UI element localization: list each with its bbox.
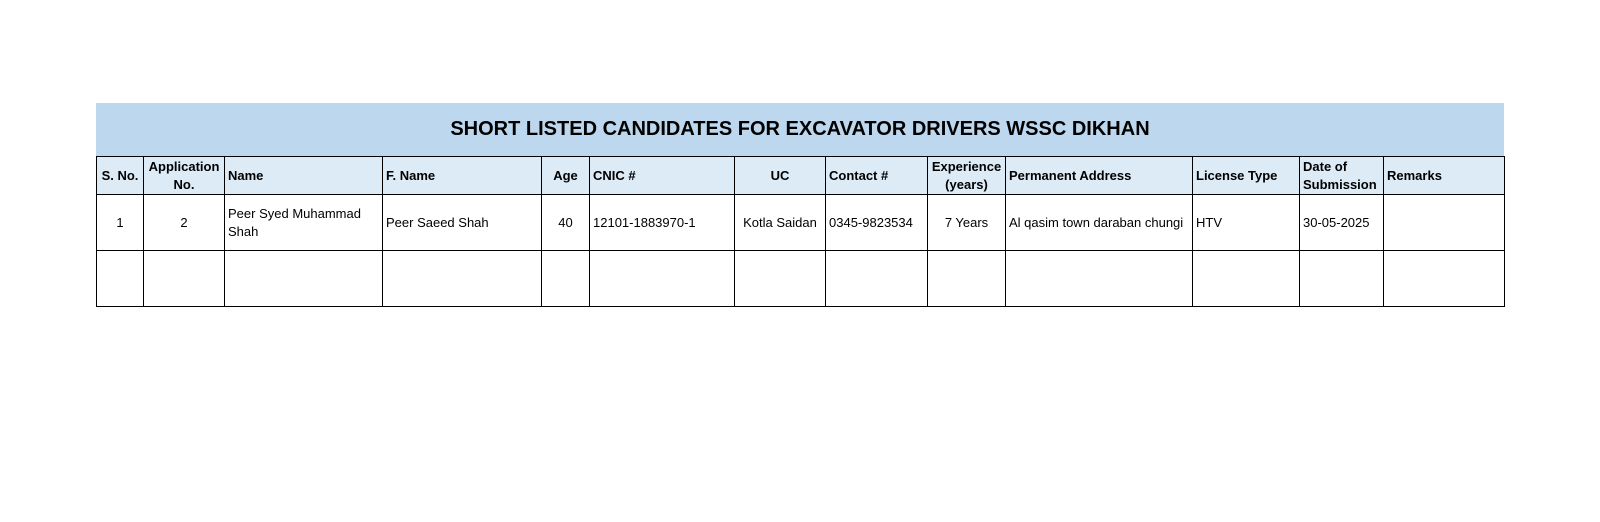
header-license-type: License Type <box>1193 157 1300 195</box>
cell-f-name <box>383 251 542 307</box>
header-f-name: F. Name <box>383 157 542 195</box>
cell-cnic: 12101-1883970-1 <box>590 195 735 251</box>
cell-remarks <box>1384 251 1505 307</box>
header-date-of-submission: Date of Submission <box>1300 157 1384 195</box>
header-cnic: CNIC # <box>590 157 735 195</box>
header-uc: UC <box>735 157 826 195</box>
header-remarks: Remarks <box>1384 157 1505 195</box>
cell-uc: Kotla Saidan <box>735 195 826 251</box>
cell-application-no: 2 <box>144 195 225 251</box>
cell-date-of-submission: 30-05-2025 <box>1300 195 1384 251</box>
cell-experience: 7 Years <box>928 195 1006 251</box>
cell-s-no: 1 <box>97 195 144 251</box>
document-sheet <box>96 103 1504 307</box>
cell-cnic <box>590 251 735 307</box>
header-contact: Contact # <box>826 157 928 195</box>
header-experience: Experience (years) <box>928 157 1006 195</box>
cell-contact <box>826 251 928 307</box>
cell-remarks <box>1384 195 1505 251</box>
header-name: Name <box>225 157 383 195</box>
cell-name: Peer Syed Muhammad Shah <box>225 195 383 251</box>
document-title: SHORT LISTED CANDIDATES FOR EXCAVATOR DRIVERS WSSC DIKHAN <box>96 103 1504 156</box>
cell-license-type: HTV <box>1193 195 1300 251</box>
table-header-row <box>97 157 1505 195</box>
header-permanent-address: Permanent Address <box>1006 157 1193 195</box>
cell-application-no <box>144 251 225 307</box>
cell-s-no <box>97 251 144 307</box>
cell-name <box>225 251 383 307</box>
cell-permanent-address: Al qasim town daraban chungi <box>1006 195 1193 251</box>
candidates-table <box>96 156 1505 307</box>
cell-license-type <box>1193 251 1300 307</box>
cell-date-of-submission <box>1300 251 1384 307</box>
cell-age: 40 <box>542 195 590 251</box>
cell-f-name: Peer Saeed Shah <box>383 195 542 251</box>
cell-uc <box>735 251 826 307</box>
cell-experience <box>928 251 1006 307</box>
cell-contact: 0345-9823534 <box>826 195 928 251</box>
table-row <box>97 251 1505 307</box>
table-row <box>97 195 1505 251</box>
cell-permanent-address <box>1006 251 1193 307</box>
header-s-no: S. No. <box>97 157 144 195</box>
header-age: Age <box>542 157 590 195</box>
header-application-no: Application No. <box>144 157 225 195</box>
cell-age <box>542 251 590 307</box>
